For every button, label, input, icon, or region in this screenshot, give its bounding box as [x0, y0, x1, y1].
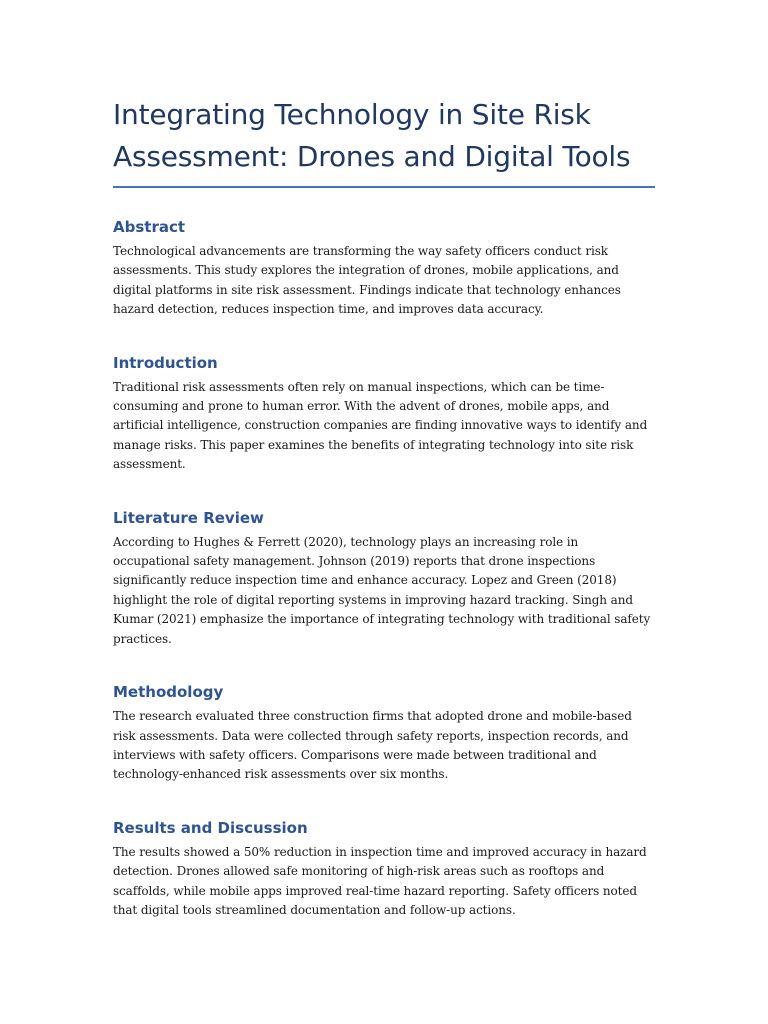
section-heading-literature-review: Literature Review	[113, 508, 264, 527]
section-heading-introduction: Introduction	[113, 353, 218, 372]
section-body-results-and-discussion: The results showed a 50% reduction in inspection time and improved accuracy in hazard detection. Drones allowed safe monitoring of high-risk areas such as rooftops and scaffolds, while mobile apps improved real-time hazard reporting. Safety officers noted that digital tools streamlined documentation and follow-up actions.	[113, 844, 647, 917]
section-body-abstract: Technological advancements are transforming the way safety officers conduct risk assessments. This study explores the integration of drones, mobile applications, and digital platforms in site risk assessment. Findings indicate that technology enhances hazard detection, reduces inspection time, and improves data accuracy.	[113, 244, 621, 317]
section-body-methodology: The research evaluated three construction firms that adopted drone and mobile-based risk assessments. Data were collected through safety reports, inspection records, and interviews with safety officers. Comparisons were made between traditional and technology-enhanced risk assessments over six months.	[113, 709, 632, 782]
title-underline-rule	[113, 186, 655, 188]
section-body-literature-review: According to Hughes & Ferrett (2020), technology plays an increasing role in occupational safety management. Johnson (2019) reports that drone inspections significantly reduce inspection time and enhance accuracy. Lopez and Green (2018) highlight the role of digital reporting systems in improving hazard tracking. Singh and Kumar (2021) emphasize the importance of integrating technology with traditional safety practices.	[113, 534, 651, 646]
section-abstract	[113, 217, 655, 320]
section-introduction	[113, 353, 655, 475]
section-body-introduction: Traditional risk assessments often rely on manual inspections, which can be time-consuming and prone to human error. With the advent of drones, mobile apps, and artificial intelligence, construction companies are finding innovative ways to identify and manage risks. This paper examines the benefits of integrating technology into site risk assessment.	[113, 379, 648, 472]
section-heading-results-and-discussion: Results and Discussion	[113, 818, 308, 837]
section-results-and-discussion	[113, 818, 655, 921]
section-methodology	[113, 682, 655, 785]
document-title: Integrating Technology in Site Risk Assessment: Drones and Digital Tools	[113, 98, 631, 173]
section-heading-methodology: Methodology	[113, 683, 224, 702]
document-page	[113, 94, 655, 920]
section-literature-review	[113, 508, 655, 649]
section-heading-abstract: Abstract	[113, 218, 186, 236]
